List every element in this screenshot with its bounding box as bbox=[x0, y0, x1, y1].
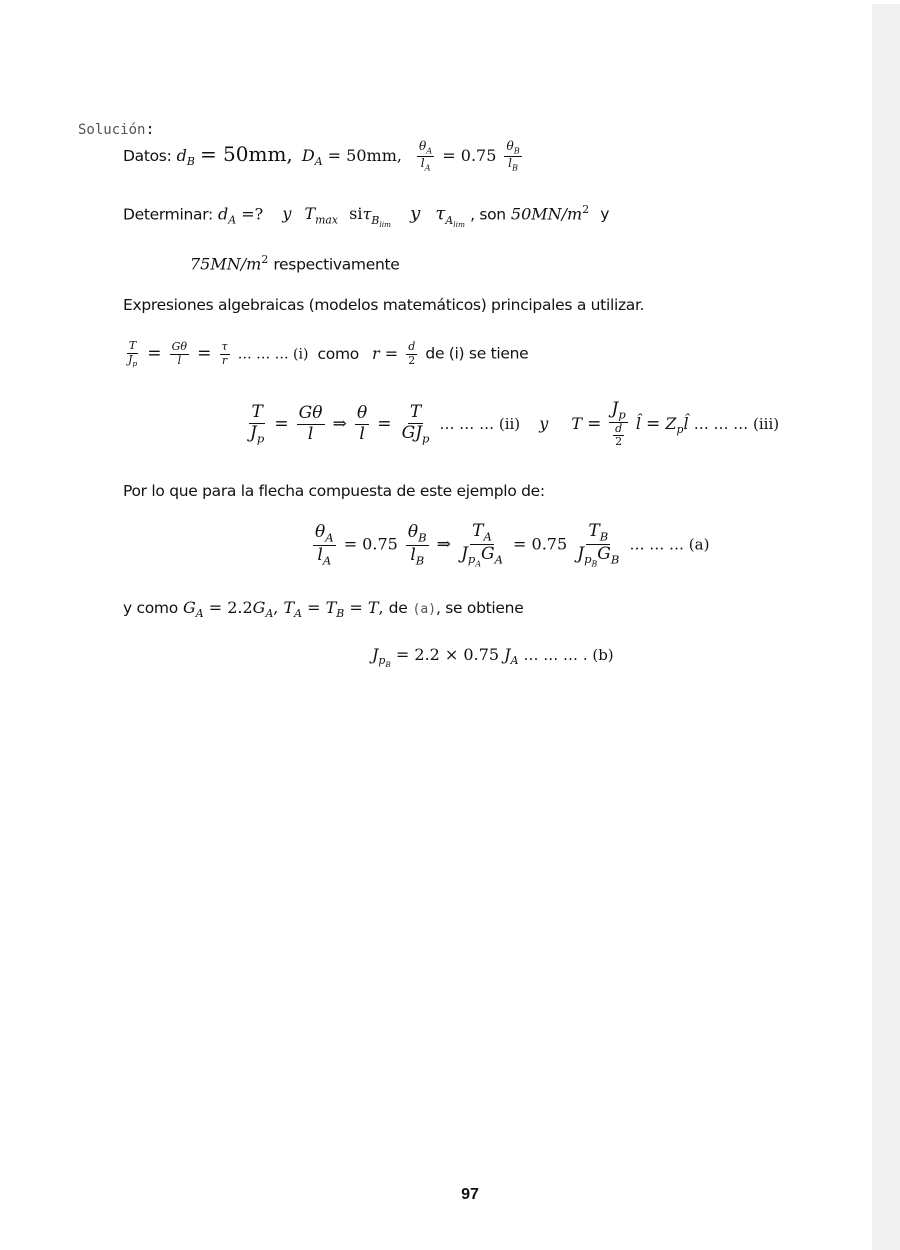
page-margin-strip bbox=[872, 4, 900, 1250]
eq-a-dots: … … … (a) bbox=[629, 535, 710, 554]
eq-b-dots: … … … . (b) bbox=[523, 646, 614, 664]
eq-b-rhs: = 2.2 × 0.75 bbox=[395, 645, 500, 664]
determinar-label: Determinar: bbox=[123, 205, 213, 224]
page-number: 97 bbox=[461, 1186, 479, 1203]
eq-a-c1: = 0.75 bbox=[343, 534, 398, 554]
equation-a: $\frac{\theta_A}{l_A}$ = 0.75 $\frac{\theta_B}{l_B}$ ⇒ $\frac{T_A}{J_{p_A}G_A}$ = 0.75 $\frac{T_B}{J_{p_B}G_B}$ … … … (a) bbox=[315, 521, 710, 569]
determinar-y2: y bbox=[410, 203, 421, 225]
determinar-resp: respectivamente bbox=[273, 255, 400, 274]
y-como-text3: , se obtiene bbox=[436, 599, 524, 617]
determinar-line-2: $75MN/m^2$ respectivamente bbox=[190, 253, 400, 274]
y-como-text1: y como bbox=[123, 599, 178, 617]
solution-label: Solución: bbox=[78, 120, 155, 138]
determinar-q1: =? bbox=[241, 204, 264, 224]
expresiones-text: Expresiones algebraicas (modelos matemáticos) principales a utilizar. bbox=[123, 296, 645, 314]
equation-i: $\frac{T}{J_p}$ = $\frac{G\theta}{l}$ = $\frac{\tau}{r}$ … … … (i) como r = $\frac{d}{2}$ de (i) se tiene bbox=[128, 339, 529, 368]
ratio-theta-b: $\frac{\theta_B}{l_B}$ bbox=[506, 139, 520, 173]
eq-i-como: como bbox=[317, 344, 359, 363]
eq-i-dots: … … … (i) bbox=[237, 346, 309, 363]
eq-iii-dots: … … … (iii) bbox=[693, 414, 780, 433]
determinar-son: , son bbox=[470, 205, 506, 224]
por-lo-que-text: Por lo que para la flecha compuesta de este ejemplo de: bbox=[123, 482, 545, 500]
y-como-ref: (a) bbox=[412, 602, 437, 617]
datos-db: = 50mm, bbox=[199, 141, 293, 166]
datos-ratio: = 0.75 bbox=[442, 145, 497, 165]
ratio-theta-a: $\frac{\theta_A}{l_A}$ bbox=[419, 139, 433, 173]
eq-i-de: de (i) se tiene bbox=[425, 344, 529, 363]
solution-text: Solución bbox=[78, 122, 146, 138]
determinar-v2: 75MN/m bbox=[190, 254, 262, 274]
determinar-line: Determinar: $d_A$ =? y $T_{max}$ siτ$_{B_{lim}}$ y $\tau_{A_{lim}}$ , son $50MN/m^2$ y bbox=[123, 203, 610, 229]
eq-i-r: r = bbox=[372, 343, 399, 363]
datos-da: = 50mm, bbox=[327, 145, 402, 165]
y-como-text2: de bbox=[388, 599, 408, 617]
datos-line: Datos: $d_B = 50mm$, $D_A = 50mm$, $\frac{\theta_A}{l_A}$ = 0.75 $\frac{\theta_B}{l_B}$ bbox=[123, 139, 520, 173]
y-como-ga: = 2.2 bbox=[208, 598, 253, 617]
determinar-tmax: T bbox=[304, 204, 316, 224]
datos-label: Datos: bbox=[123, 146, 172, 165]
equation-b: $J_{p_B} = 2.2 \times 0.75$ $J_A$ … … … . (b) bbox=[372, 645, 614, 670]
y-como-line: y como $G_A = 2.2G_A$, $T_A = T_B = T$, de (a), se obtiene bbox=[123, 598, 524, 621]
eq-ii-y: y bbox=[539, 413, 549, 433]
determinar-y3: y bbox=[600, 205, 610, 224]
eq-a-c2: = 0.75 bbox=[513, 534, 568, 554]
eq-ii-dots: … … … (ii) bbox=[439, 414, 521, 433]
determinar-v1: 50MN/m bbox=[510, 204, 583, 224]
determinar-si: si bbox=[349, 204, 363, 224]
determinar-y1: y bbox=[282, 204, 292, 224]
equation-ii-iii: $\frac{T}{J_p}$ = $\frac{G\theta}{l}$ ⇒ $\frac{\theta}{l}$ = $\frac{T}{GJ_p}$ … … … (ii) y T = $\frac{J_p}{\frac{d}{2}}$ l̂ = $Z_pl̂$ … … … (iii) bbox=[250, 399, 780, 449]
